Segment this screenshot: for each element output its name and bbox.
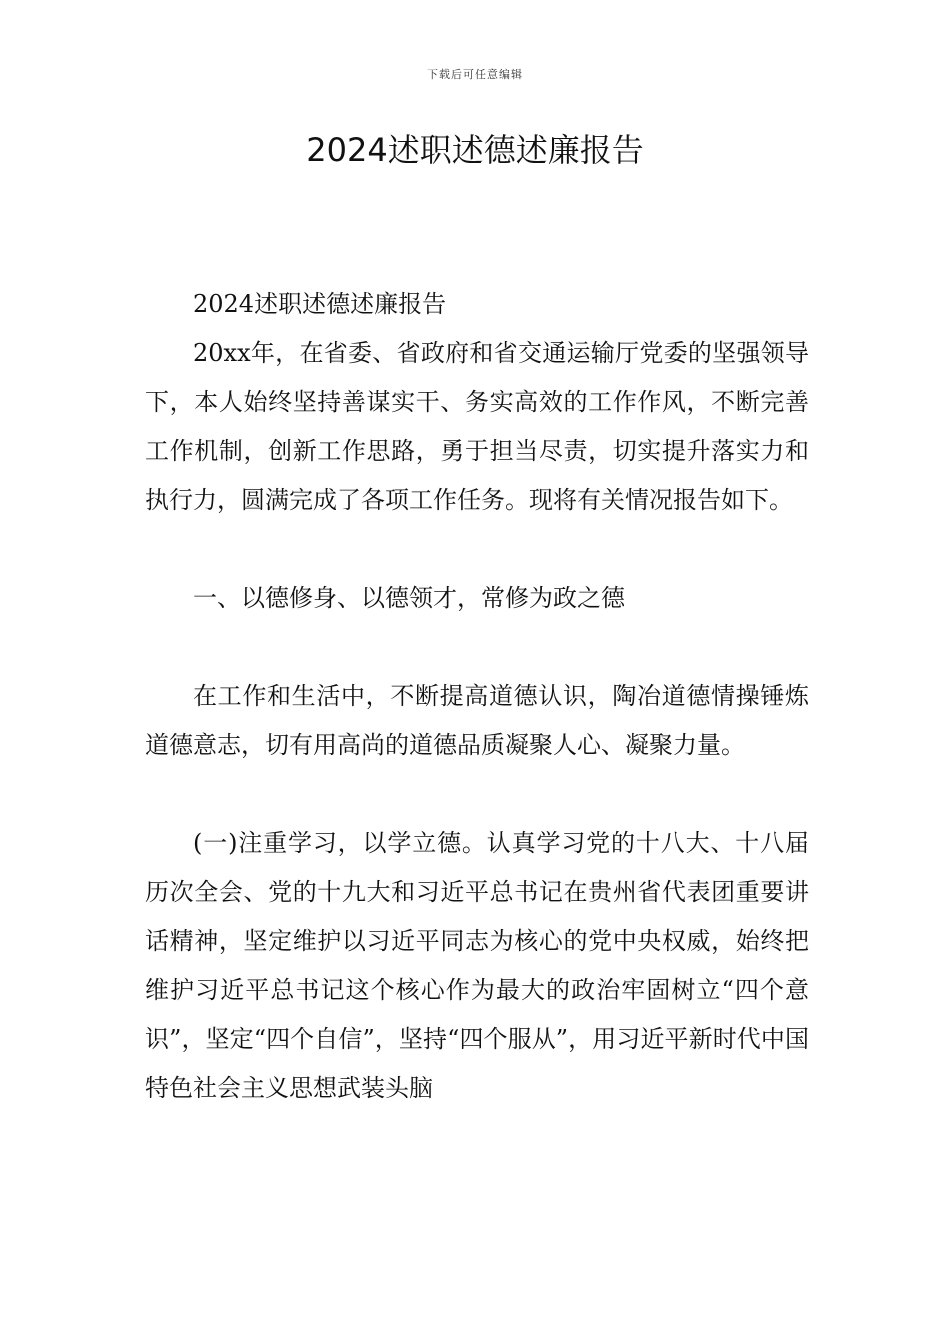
paragraph-subsection-1: (一)注重学习，以学立德。认真学习党的十八大、十八届历次全会、党的十九大和习近平总书记在贵州省代表团重要讲话精神，坚定维护以习近平同志为核心的党中央权威，始终把维护习近平总书记这个核心作为最大的政治牢固树立“四个意识”，坚定“四个自信”，坚持“四个服从”，用习近平新时代中国特色社会主义思想武装头脑 — [145, 829, 809, 1102]
paragraph-section-1: 在工作和生活中，不断提高道德认识，陶冶道德情操锤炼道德意志，切有用高尚的道德品质凝聚人心、凝聚力量。 — [145, 682, 809, 759]
paragraph-intro: 20xx年，在省委、省政府和省交通运输厅党委的坚强领导下，本人始终坚持善谋实干、务实高效的工作作风，不断完善工作机制，创新工作思路，勇于担当尽责，切实提升落实力和执行力，圆满完成了各项工作任务。现将有关情况报告如下。 — [145, 339, 809, 514]
paragraph-subtitle: 2024述职述德述廉报告 — [193, 290, 447, 318]
document-body — [145, 280, 809, 1113]
document-title: 2024述职述德述廉报告 — [306, 131, 644, 169]
section-heading-1: 一、以德修身、以德领才，常修为政之德 — [193, 584, 625, 612]
header-note: 下载后可任意编辑 — [427, 68, 523, 81]
